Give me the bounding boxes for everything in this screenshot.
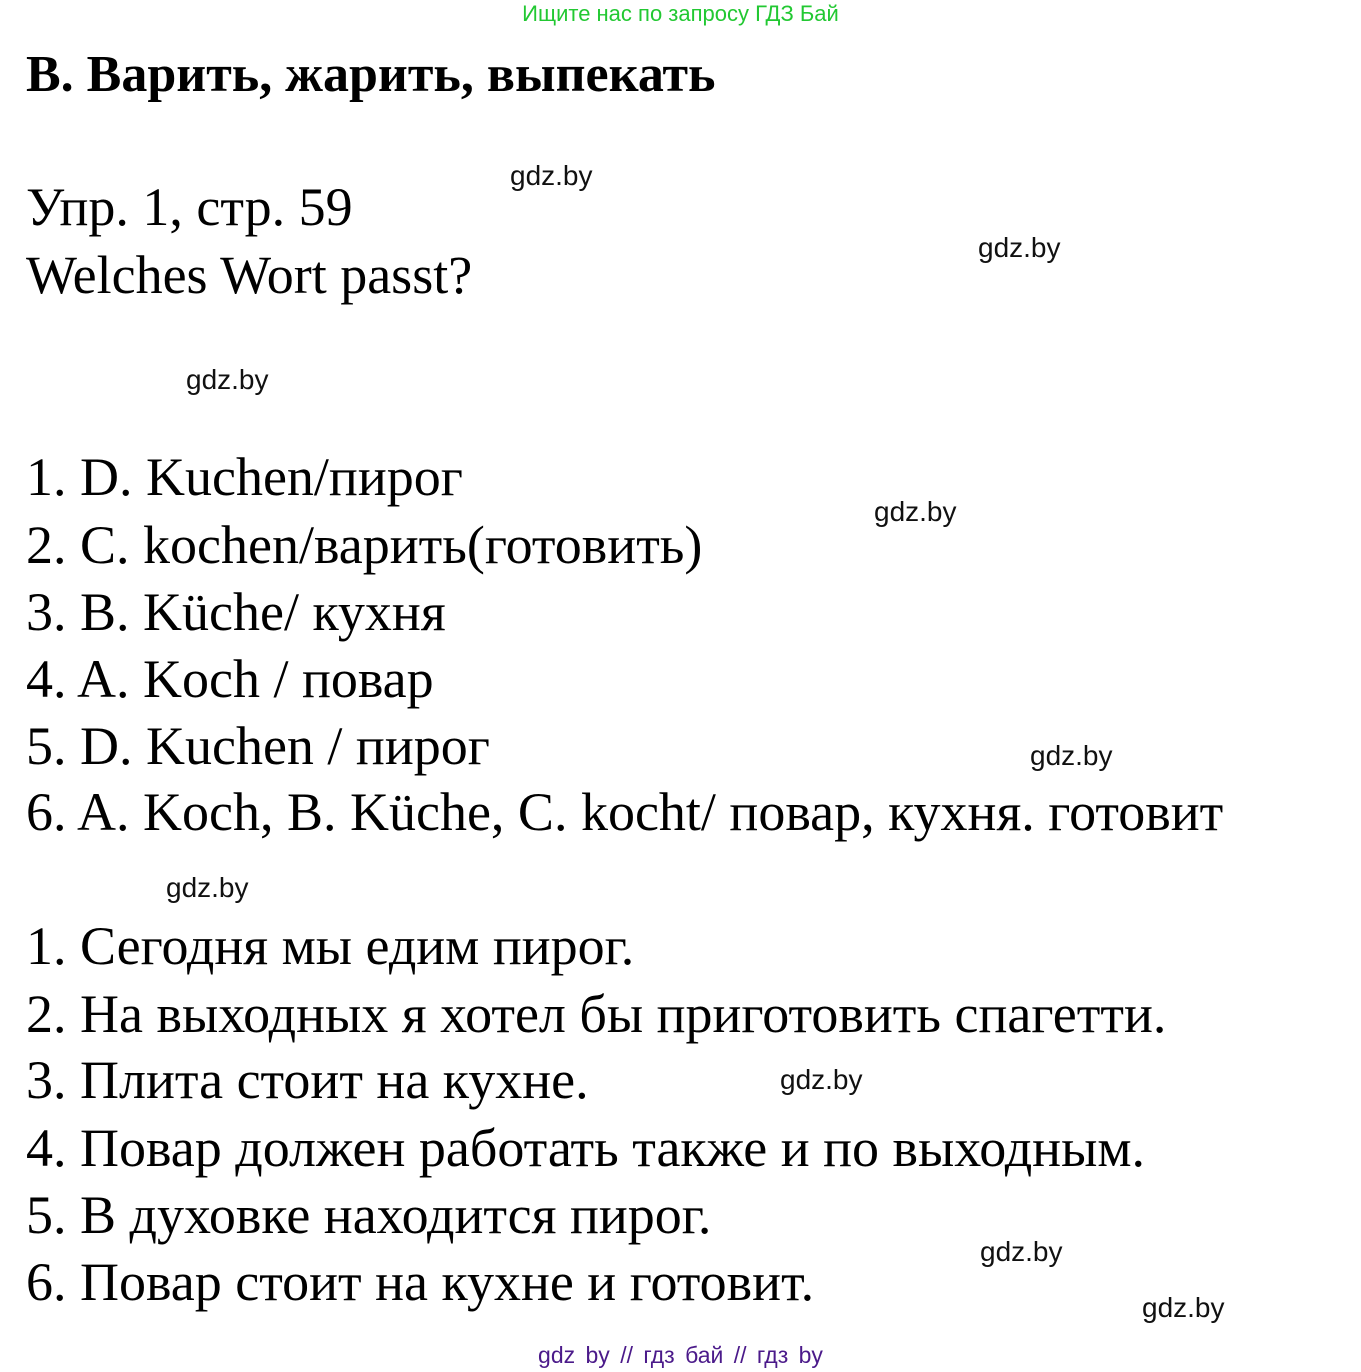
watermark: gdz.by [978,232,1061,263]
watermark: gdz.by [874,496,957,527]
answer-item: 4. A. Koch / повар [26,649,434,709]
search-banner[interactable]: Ищите нас по запросу ГДЗ Бай [522,1,839,26]
answer-item: 6. A. Koch, B. Küche, C. kocht/ повар, кухня. готовит [26,782,1224,842]
watermark: gdz.by [1030,740,1113,771]
exercise-heading: Упр. 1, стр. 59 [26,177,353,237]
watermark: gdz.by [166,872,249,903]
footer-links[interactable]: gdz by // гдз бай // гдз by [538,1342,823,1368]
answer-item: 3. B. Küche/ кухня [26,582,446,642]
translation-item: 6. Повар стоит на кухне и готовит. [26,1252,815,1312]
answer-item: 5. D. Kuchen / пирог [26,716,490,776]
watermark: gdz.by [1142,1292,1225,1323]
answer-item: 2. C. kochen/варить(готовить) [26,515,703,575]
translation-item: 5. В духовке находится пирог. [26,1185,712,1245]
watermark: gdz.by [980,1236,1063,1267]
section-title: B. Варить, жарить, выпекать [26,46,716,103]
translation-item: 3. Плита стоит на кухне. [26,1050,589,1110]
translation-item: 2. На выходных я хотел бы приготовить спагетти. [26,984,1167,1044]
translation-item: 4. Повар должен работать также и по выходным. [26,1118,1146,1178]
watermark: gdz.by [510,160,593,191]
watermark: gdz.by [186,364,269,395]
translation-item: 1. Сегодня мы едим пирог. [26,916,635,976]
answer-item: 1. D. Kuchen/пирог [26,447,463,507]
watermark: gdz.by [780,1064,863,1095]
exercise-question: Welches Wort passt? [26,245,473,305]
